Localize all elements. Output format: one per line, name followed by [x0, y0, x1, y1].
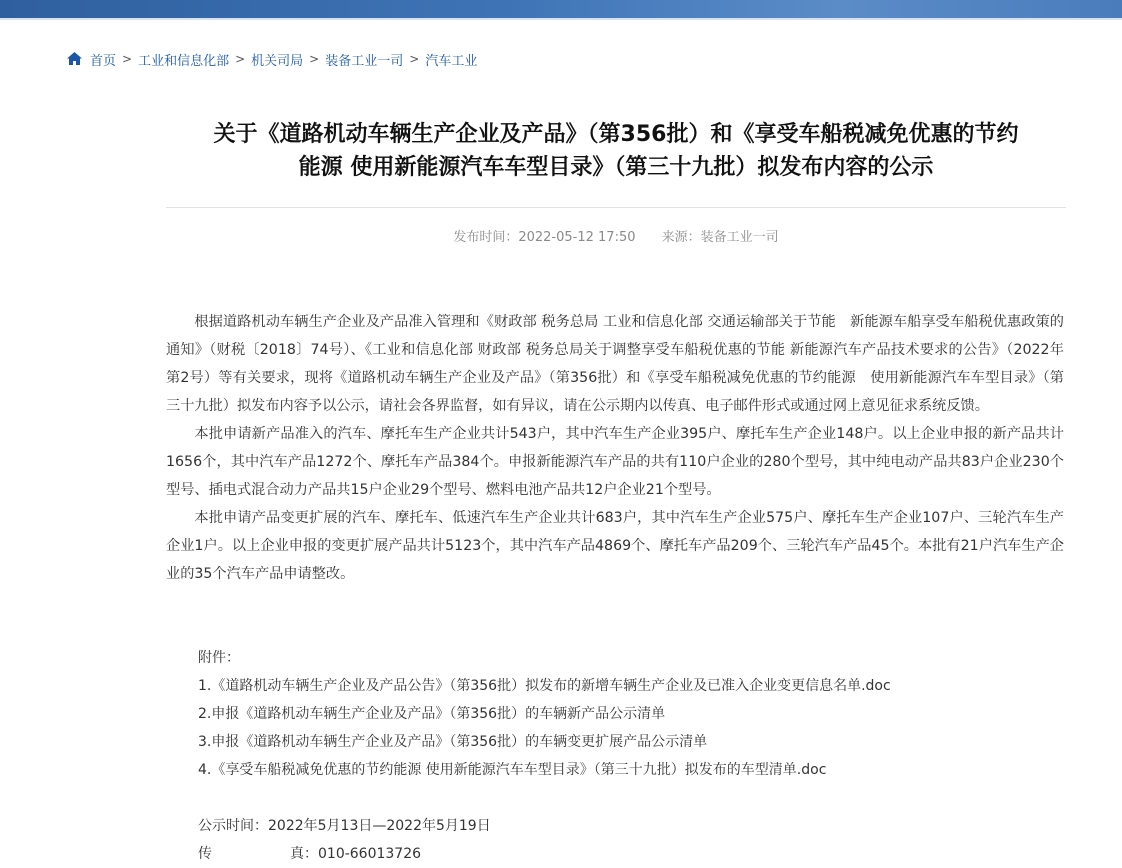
breadcrumb-auto-industry[interactable]: 汽车工业 [425, 53, 478, 69]
attachment-link-4[interactable]: 4.《享受车船税减免优惠的节约能源 使用新能源汽车车型目录》（第三十九批）拟发布的车型清单.doc [198, 762, 827, 778]
notice-period: 公示时间：2022年5月13日—2022年5月19日 [198, 818, 491, 834]
breadcrumb-separator: > [409, 52, 420, 66]
attachment-link-3[interactable]: 3.申报《道路机动车辆生产企业及产品》（第356批）的车辆变更扩展产品公示清单 [198, 734, 708, 750]
body-paragraph: 根据道路机动车辆生产企业及产品准入管理和《财政部 税务总局 工业和信息化部 交通运输部关于节能 新能源车船享受车船税优惠政策的通知》（财税〔2018〕74号）、《工业和信息化部 财政部 税务总局关于调整享受车船税优惠的节能 新能源汽车产品技术要求的公告》（2022年第2号）等有关要求，现将《道路机动车辆生产企业及产品》（第356批）和《享受车船税减免优惠的节约能源 使用新能源汽车车型目录》（第三十九批）拟发布内容予以公示，请社会各界监督，如有异议，请在公示期内以传真、电子邮件形式或通过网上意见征求系统反馈。 [166, 314, 1064, 414]
breadcrumb [66, 49, 477, 69]
article-body [166, 308, 1064, 588]
article-title-line2: 能源 使用新能源汽车车型目录》（第三十九批）拟发布内容的公示 [298, 155, 934, 180]
breadcrumb-miit[interactable]: 工业和信息化部 [138, 53, 230, 69]
body-paragraph: 本批申请新产品准入的汽车、摩托车生产企业共计543户，其中汽车生产企业395户、摩托车生产企业148户。以上企业申报的新产品共计1656个，其中汽车产品1272个、摩托车产品384个。申报新能源汽车产品的共有110户企业的280个型号，其中纯电动产品共83户企业230个型号、插电式混合动力产品共15户企业29个型号、燃料电池产品共12户企业21个型号。 [166, 426, 1064, 498]
breadcrumb-equipment-dept[interactable]: 装备工业一司 [325, 53, 404, 69]
header-banner-edge [0, 18, 1122, 20]
breadcrumb-departments[interactable]: 机关司局 [251, 53, 304, 69]
home-icon[interactable] [66, 51, 84, 67]
article-meta [166, 226, 1066, 245]
attachment-link-1[interactable]: 1.《道路机动车辆生产企业及产品公告》（第356批）拟发布的新增车辆生产企业及已准入企业变更信息名单.doc [198, 678, 891, 694]
breadcrumb-separator: > [309, 52, 320, 66]
breadcrumb-home[interactable]: 首页 [90, 53, 117, 69]
article-title [166, 118, 1066, 184]
attachments [198, 644, 1078, 784]
body-paragraph: 本批申请产品变更扩展的汽车、摩托车、低速汽车生产企业共计683户，其中汽车生产企业575户、摩托车生产企业107户、三轮汽车生产企业1户。以上企业申报的变更扩展产品共计5123个，其中汽车产品4869个、摩托车产品209个、三轮汽车产品45个。本批有21户汽车生产企业的35个汽车产品申请整改。 [166, 510, 1064, 582]
breadcrumb-separator: > [122, 52, 133, 66]
publish-time: 发布时间：2022-05-12 17:50 [453, 230, 636, 245]
attachments-label: 附件： [198, 650, 240, 666]
header-banner [0, 0, 1122, 18]
fax-line [198, 840, 421, 868]
article-title-line1: 关于《道路机动车辆生产企业及产品》（第356批）和《享受车船税减免优惠的节约 [213, 122, 1019, 147]
article-source: 来源：装备工业一司 [661, 230, 779, 245]
attachment-link-2[interactable]: 2.申报《道路机动车辆生产企业及产品》（第356批）的车辆新产品公示清单 [198, 706, 666, 722]
title-divider [166, 207, 1066, 208]
fax-label-a: 传 [198, 846, 212, 862]
breadcrumb-separator: > [235, 52, 246, 66]
fax-number: 真：010-66013726 [290, 846, 422, 862]
